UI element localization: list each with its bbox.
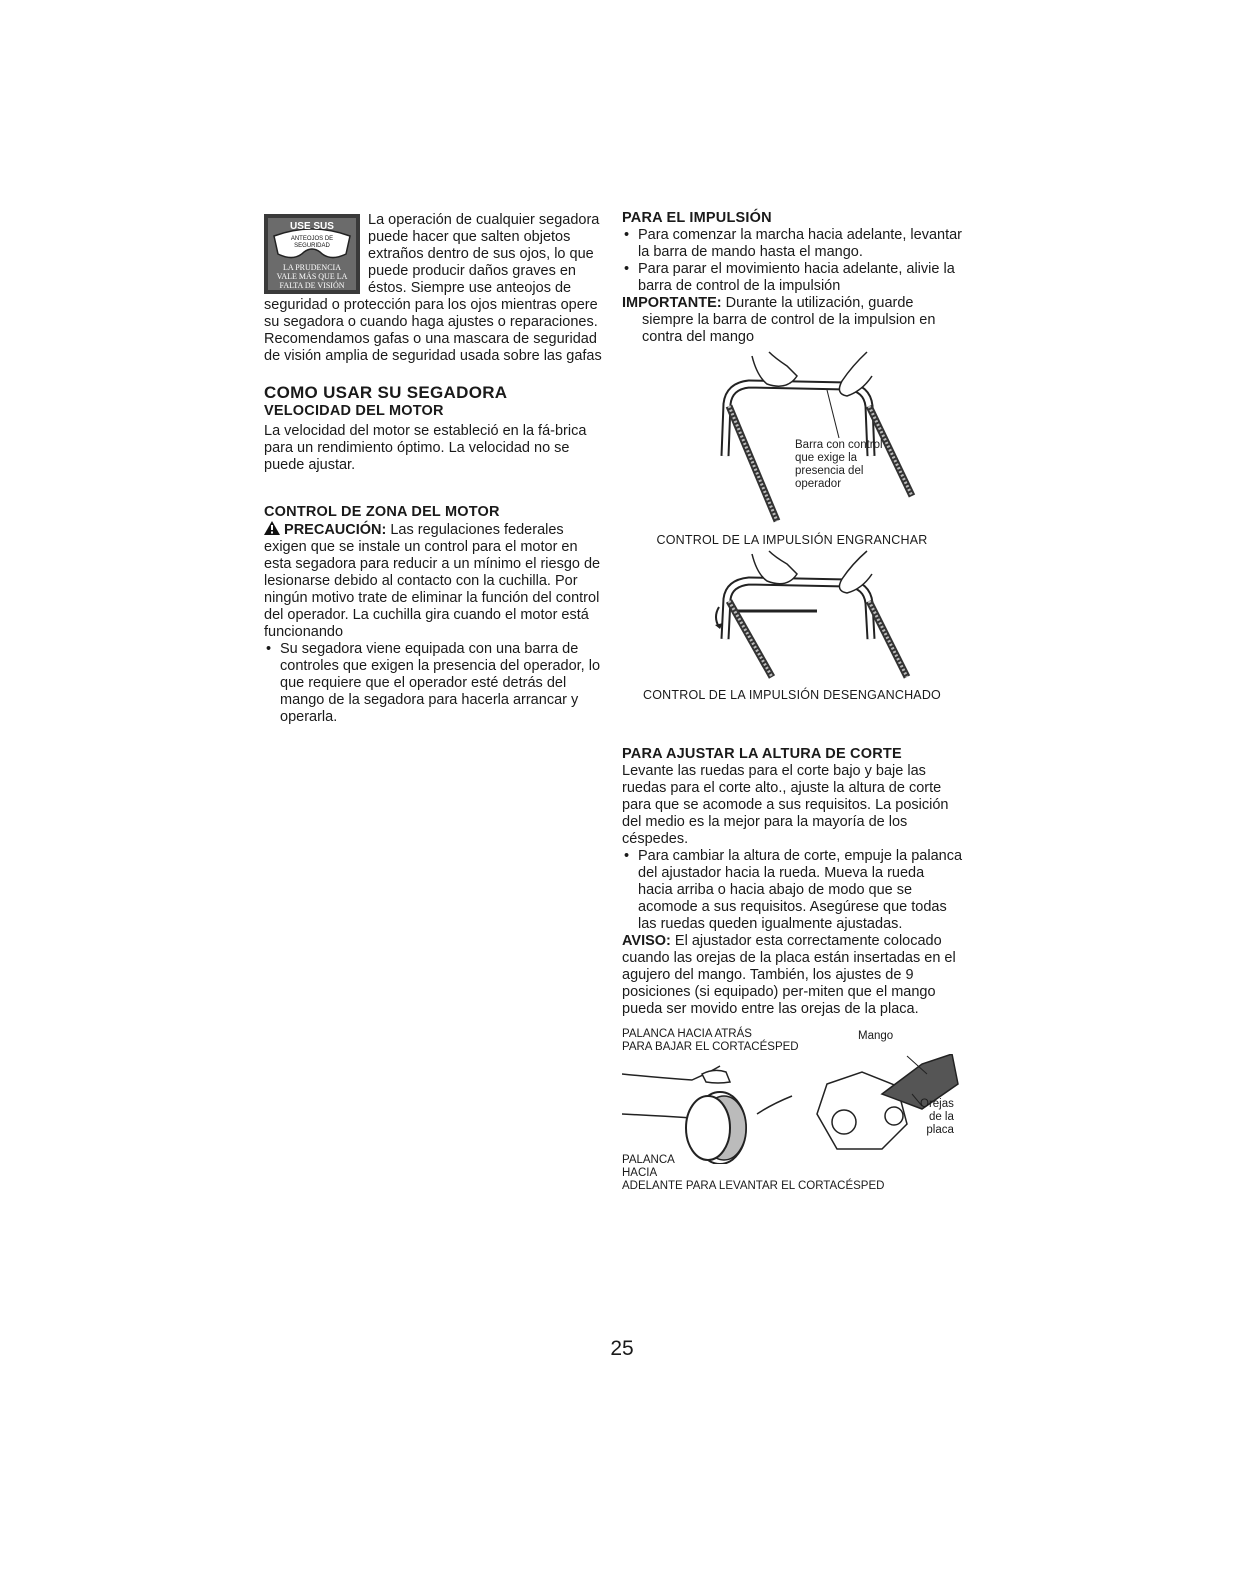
- badge-line6: FALTA DE VISIÓN: [279, 281, 345, 290]
- caption-engaged: CONTROL DE LA IMPULSIÓN ENGRANCHAR: [656, 533, 928, 547]
- intro-paragraph: La operación de cualquier segadora puede hacer que salten objetos extraños dentro de sus ojos, lo que puede producir daños graves en éstos. Siempre use anteojos de seguridad o protección para los ojos mientras opere su segadora o cuando haga ajustes o reparaciones. Recomendamos gafas o una mascara de seguridad de visión amplia de seguridad usada sobre las gafas: [264, 212, 602, 364]
- figure1-label-line4: operador: [795, 478, 842, 490]
- heading-altura: PARA AJUSTAR LA ALTURA DE CORTE: [622, 746, 902, 762]
- altura-paragraph: Levante las ruedas para el corte bajo y baje las ruedas para el corte alto., ajuste la altura de corte para que se acomode a sus requisitos. La posición del medio es la mejor para la mayoría de los céspedes.: [622, 763, 949, 847]
- lever-forward-label: PALANCA HACIA ADELANTE PARA LEVANTAR EL CORTACÉSPED: [622, 1154, 885, 1192]
- drive-control-engaged-figure: [657, 346, 927, 526]
- height-adjuster-figure: [622, 1028, 962, 1206]
- page-number: 25: [610, 1337, 634, 1360]
- velocidad-paragraph: La velocidad del motor se estableció en la fá-brica para un rendimiento óptimo. La velocidad no se puede ajustar.: [264, 423, 587, 473]
- aviso-label: AVISO:: [622, 933, 671, 949]
- drive-control-disengaged-figure: [657, 549, 927, 679]
- figure1-label-line1: Barra con control: [795, 439, 883, 451]
- badge-line1: USE SUS: [290, 221, 334, 232]
- badge-line4: LA PRUDENCIA: [282, 263, 342, 272]
- right-column: [622, 210, 962, 1206]
- lever-back-label: PALANCA HACIA ATRÁS PARA BAJAR EL CORTACÉSPED: [622, 1028, 799, 1053]
- figure1-label-line3: presencia del: [795, 465, 864, 477]
- impulsion-bullet-2: • Para parar el movimiento hacia adelante, alivie la barra de control de la impulsión: [622, 261, 962, 295]
- orejas-label: Orejas de la placa: [920, 1098, 954, 1136]
- heading-control-zona: CONTROL DE ZONA DEL MOTOR: [264, 504, 500, 520]
- control-zona-bullet: • Su segadora viene equipada con una barra de controles que exigen la presencia del operador, lo que requiere que el operador esté detrás del mango de la segadora para hacerla arrancar y operarla.: [264, 641, 604, 726]
- caption-disengaged: CONTROL DE LA IMPULSIÓN DESENGANCHADO: [643, 688, 941, 702]
- heading-velocidad: VELOCIDAD DEL MOTOR: [264, 403, 444, 419]
- badge-line5: VALE MÁS QUE LA: [276, 272, 348, 281]
- heading-impulsion: PARA EL IMPULSIÓN: [622, 210, 772, 226]
- badge-line3: SEGURIDAD: [294, 243, 330, 249]
- aviso-text: El ajustador esta correctamente colocado cuando las orejas de la placa están insertadas en el agujero del mango. También, los ajustes de 9 posiciones (si equipado) per-miten que el mango pueda ser movido entre las orejas de la placa.: [622, 933, 956, 1017]
- impulsion-bullet-1: • Para comenzar la marcha hacia adelante, levantar la barra de mando hasta el mango.: [622, 227, 962, 261]
- important-text: Durante la utilización, guarde: [721, 295, 914, 311]
- figure1-label-line2: que exige la: [795, 452, 858, 464]
- caution-text: Las regulaciones federales exigen que se instale un control para el motor en esta segadora para reducir a un mínimo el riesgo de lesionarse debido al contacto con la cuchilla. Por ningún motivo trate de eliminar la función del control del operador. La cuchilla gira cuando el motor está funcionando: [264, 522, 601, 640]
- safety-goggles-badge: [264, 214, 360, 294]
- important-continued: siempre la barra de control de la impulsion en contra del mango: [642, 312, 936, 345]
- altura-bullet: • Para cambiar la altura de corte, empuje la palanca del ajustador hacia la rueda. Mueva la rueda hacia arriba o hacia abajo de modo que se acomode a sus requisitos. Asegúrese que todas las ruedas queden igualmente ajustadas.: [622, 848, 962, 933]
- section-title-como-usar: COMO USAR SU SEGADORA: [264, 383, 508, 402]
- important-paragraph: [622, 295, 962, 312]
- caution-label: PRECAUCIÓN:: [284, 522, 387, 538]
- mango-label: Mango: [858, 1030, 894, 1042]
- height-adjuster-drawing: [622, 1054, 962, 1164]
- important-label: IMPORTANTE:: [622, 295, 722, 311]
- caution-paragraph: [264, 521, 604, 641]
- left-column: [264, 212, 604, 726]
- aviso-paragraph: [622, 933, 962, 1018]
- warning-icon: [264, 522, 284, 538]
- badge-line2: ANTEOJOS DE: [290, 236, 334, 242]
